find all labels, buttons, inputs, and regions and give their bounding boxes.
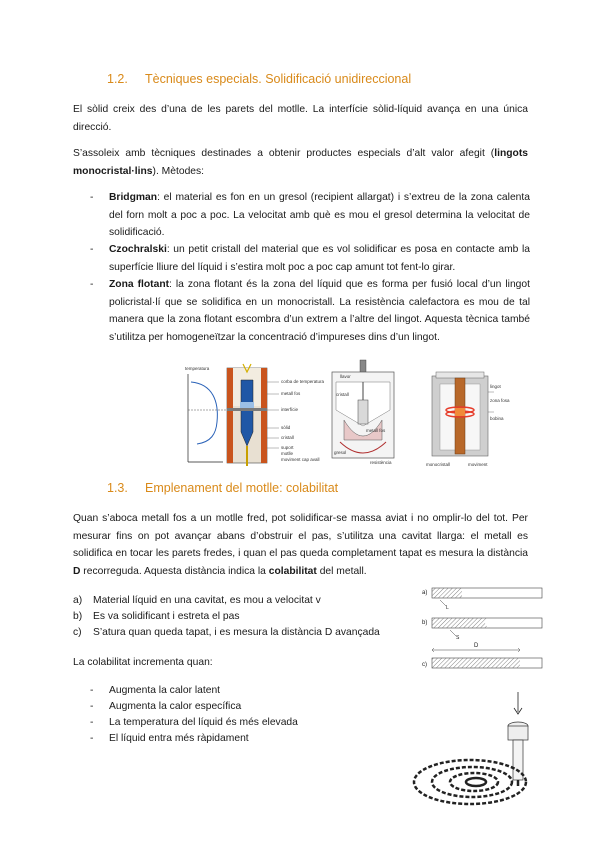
method-text: : la zona flotant és la zona del líquid que es forma per fusió local d’un lingot policristal·lí que se solidifica en un monocristall. La resistència calefactora es mou de tal manera que la zona flotant escombra d’un extrem a l’altre del lingot. Aquesta tècnica també s’utilitza per homogeneïtzar la concentració d’impureses dins d’un lingot. (109, 279, 530, 343)
figure-label-l: L (446, 605, 449, 611)
section-number: 1.3. (107, 481, 128, 495)
step-b: b) Es va solidificant i estreta el pas (73, 611, 240, 622)
zone-label-movement: moviment (468, 462, 488, 467)
bridgman-label-mould: motlle (281, 451, 294, 456)
method-text: : un petit cristall del material que es vol solidificar es posa en contacte amb la superfície lliure del líquid i s’estira molt poc a poc cap amunt tot fent-lo girar. (109, 244, 530, 273)
bold-term: lingots monocristal·lins (73, 148, 528, 177)
list-item-bridgman: - Bridgman: el material es fon en un gresol (recipient allargat) i s’extreu de la zona calenta del forn molt a poc a poc. La velocitat amb què es mou el gresol determina la velocitat de solidificació. (90, 192, 530, 238)
czochralski-label-crucible: gresol (334, 450, 347, 455)
list-item-zona-flotant: - Zona flotant: la zona flotant és la zona del líquid que es forma per fusió local d’un lingot policristal·lí que se solidifica en un monocristall. La resistència calefactora es mou de tal manera que la zona flotant escombra d’un extrem a l’altre del lingot. Aquesta tècnica també s’utilitza per homogeneïtzar la concentració d’impureses dins d’un lingot. (90, 279, 530, 343)
method-name: Czochralski (109, 244, 167, 255)
czochralski-label-melt: metall fos (366, 428, 386, 433)
factor-item: - Augmenta la calor específica (90, 701, 242, 712)
paragraph-colabilitat: Quan s’aboca metall fos a un motlle fred, pot solidificar-se massa aviat i no omplir-lo del tot. Per mesurar fins on pot avançar abans d’obstruir el pas, s’utilitza una cavitat llarga: el metall es solidifica en tocar les parets fredes, i quan el pas queda completament tapat es mesura la distància D recorreguda. Aquesta distància indica la colabilitat del metall. (73, 513, 528, 577)
zone-label-coil: bobina (490, 416, 504, 421)
spiral-fluidity-figure (410, 690, 550, 840)
paragraph-methods-intro (73, 145, 528, 180)
figure-label-s: S (456, 635, 460, 641)
section-title: Tècniques especials. Solidificació unidireccional (145, 72, 412, 86)
zone-label-melt: zona fosa (490, 398, 510, 403)
czochralski-label-heater: resistència (370, 460, 392, 465)
step-c: c) S’atura quan queda tapat, i es mesura la distància D avançada (73, 627, 380, 638)
section-heading-1-2 (107, 72, 411, 86)
bridgman-label-solid: sòlid (281, 425, 291, 430)
bridgman-label-curve: corba de temperatura (281, 379, 325, 384)
zona-flotant-figure (424, 362, 510, 470)
zone-label-crystal: monocristall (426, 462, 451, 467)
factor-item: - El líquid entra més ràpidament (90, 733, 249, 744)
figure-label-a: a) (422, 590, 428, 596)
section-title: Emplenament del motlle: colabilitat (145, 481, 339, 495)
bridgman-figure (183, 362, 325, 470)
method-name: Zona flotant (109, 279, 170, 290)
bridgman-label-interface: interfície (281, 407, 299, 412)
czochralski-label-crystal: cristall (336, 392, 349, 397)
step-a: a) Material líquid en una cavitat, es mou a velocitat v (73, 595, 321, 606)
paragraph-factors-intro: La colabilitat incrementa quan: (73, 657, 213, 668)
factor-item: - La temperatura del líquid és més elevada (90, 717, 298, 728)
text-before: S’assoleix amb tècniques destinades a obtenir productes especials d’alt valor afegit ( (73, 148, 495, 159)
czochralski-label-seed: llavor (340, 374, 351, 379)
bridgman-label-molten: metall fos (281, 391, 301, 396)
bridgman-label-crystal: cristall (281, 435, 294, 440)
factor-item: - Augmenta la calor latent (90, 685, 221, 696)
method-name: Bridgman (109, 192, 158, 203)
bridgman-label-movement: moviment cap avall (281, 457, 320, 462)
bridgman-label-temperature: temperatura (185, 366, 210, 371)
figure-label-b: b) (422, 620, 428, 626)
zone-label-ingot: lingot (490, 384, 501, 389)
method-text: : el material es fon en un gresol (recipient allargat) i s’extreu de la zona calenta del forn molt a poc a poc. La velocitat amb què es mou el gresol determina la velocitat de solidificació. (109, 192, 530, 238)
bridgman-label-support: suport (281, 445, 294, 450)
section-heading-1-3 (107, 481, 338, 495)
paragraph-intro: El sòlid creix des d’una de les parets del motlle. La interfície sòlid-líquid avança en una única direcció. (73, 104, 528, 133)
figure-label-c: c) (422, 662, 427, 668)
text-after: ). Mètodes: (152, 165, 205, 177)
section-number: 1.2. (107, 72, 128, 86)
czochralski-figure (322, 360, 410, 470)
fluidity-channel-figure (420, 582, 550, 682)
list-item-czochralski: - Czochralski: un petit cristall del material que es vol solidificar es posa en contacte amb la superfície lliure del líquid i s’estira molt poc a poc cap amunt tot fent-lo girar. (90, 244, 530, 273)
figure-label-d: D (474, 643, 479, 649)
